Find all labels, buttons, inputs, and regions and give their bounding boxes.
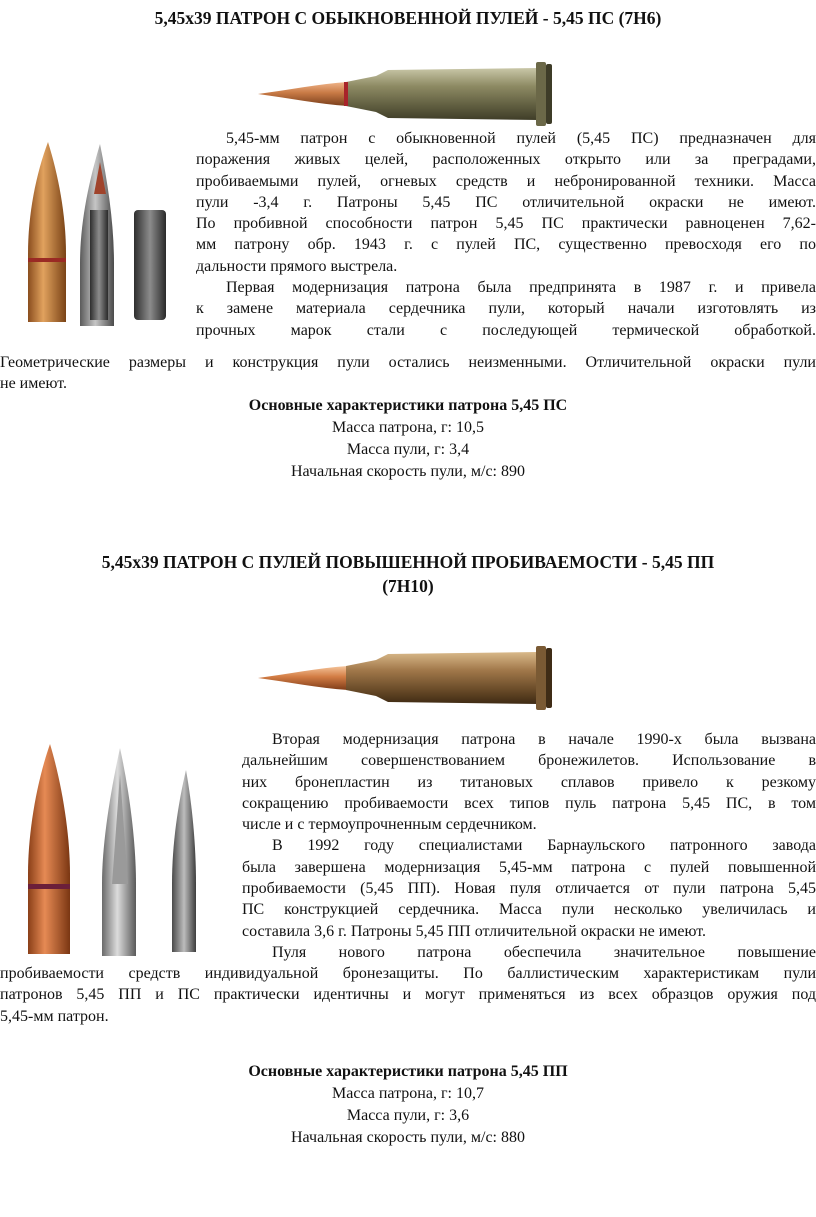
section1-body-indented: 5,45-мм патрон с обыкновенной пулей (5,45 ПС) предназначен для поражения живых целей, расположенных открыто или за преградами, пробиваемыми пулей, огневых средств и небронированной техники. Масса пули -3,4 г. Патроны 5,45 ПС отличительной окраски не имеют. По пробивной способности патрон 5,45 ПС практически равноценен 7,62- мм патрону обр. 1943 г. с пулей ПС, существенно превосходя его по дальности прямого выстрела. Первая модернизация патрона была предпринята в 1987 г. и привела к замене материала сердечника пули, который начали изготовлять из прочных марок стали с последующей термической обработкой.: [196, 130, 816, 339]
section2-body-full: пробиваемости средств индивидуальной бронезащиты. По баллистическим характеристикам пули патронов 5,45 ПП и ПС практически идентичны и могут применяться из всех образцов оружия под 5,45-мм патрон.: [0, 965, 816, 1025]
section2-specs: [0, 1061, 816, 1149]
bullet-cutaway-photo: [0, 134, 180, 334]
spec-bullet-mass: Масса пули, г: 3,4: [346, 441, 470, 458]
section2-title: [0, 550, 816, 598]
section1-title: 5,45x39 ПАТРОН С ОБЫКНОВЕННОЙ ПУЛЕЙ - 5,45 ПС (7Н6): [154, 8, 662, 28]
section2-title-line2: (7Н10): [382, 576, 434, 596]
section1-specs: [0, 395, 816, 483]
cartridge-photo: [248, 622, 566, 726]
bullet-cutaway-photo: [0, 734, 230, 960]
cartridge-photo: [248, 48, 566, 134]
section1-body-full: Геометрические размеры и конструкция пули остались неизменными. Отличительной окраски пули не имеют.: [0, 354, 816, 393]
spec-cartridge-mass: Масса патрона, г: 10,7: [332, 1085, 484, 1102]
spec-velocity: Начальная скорость пули, м/с: 880: [291, 1129, 525, 1146]
section2-title-line1: 5,45x39 ПАТРОН С ПУЛЕЙ ПОВЫШЕННОЙ ПРОБИВАЕМОСТИ - 5,45 ПП: [101, 552, 715, 572]
spec-velocity: Начальная скорость пули, м/с: 890: [291, 463, 525, 480]
spec-cartridge-mass: Масса патрона, г: 10,5: [332, 419, 484, 436]
specs-heading: Основные характеристики патрона 5,45 ПП: [248, 1063, 568, 1080]
section2-body-indented: Вторая модернизация патрона в начале 1990-х была вызвана дальнейшим совершенствованием бронежилетов. Использование в них бронепластин из титановых сплавов привело к резкому сокращению пробиваемости всех типов пуль патрона 5,45 ПС, в том числе и с термоупрочненным сердечником. В 1992 году специалистами Барнаульского патронного завода была завершена модернизация 5,45-мм патрона с пулей повышенной пробиваемости (5,45 ПП). Новая пуля отличается от пули патрона 5,45 ПС конструкцией сердечника. Масса пули несколько увеличилась и составила 3,6 г. Патроны 5,45 ПП отличительной окраски не имеют. Пуля нового патрона обеспечила значительное повышение: [242, 731, 816, 961]
spec-bullet-mass: Масса пули, г: 3,6: [346, 1107, 470, 1124]
specs-heading: Основные характеристики патрона 5,45 ПС: [248, 397, 568, 414]
